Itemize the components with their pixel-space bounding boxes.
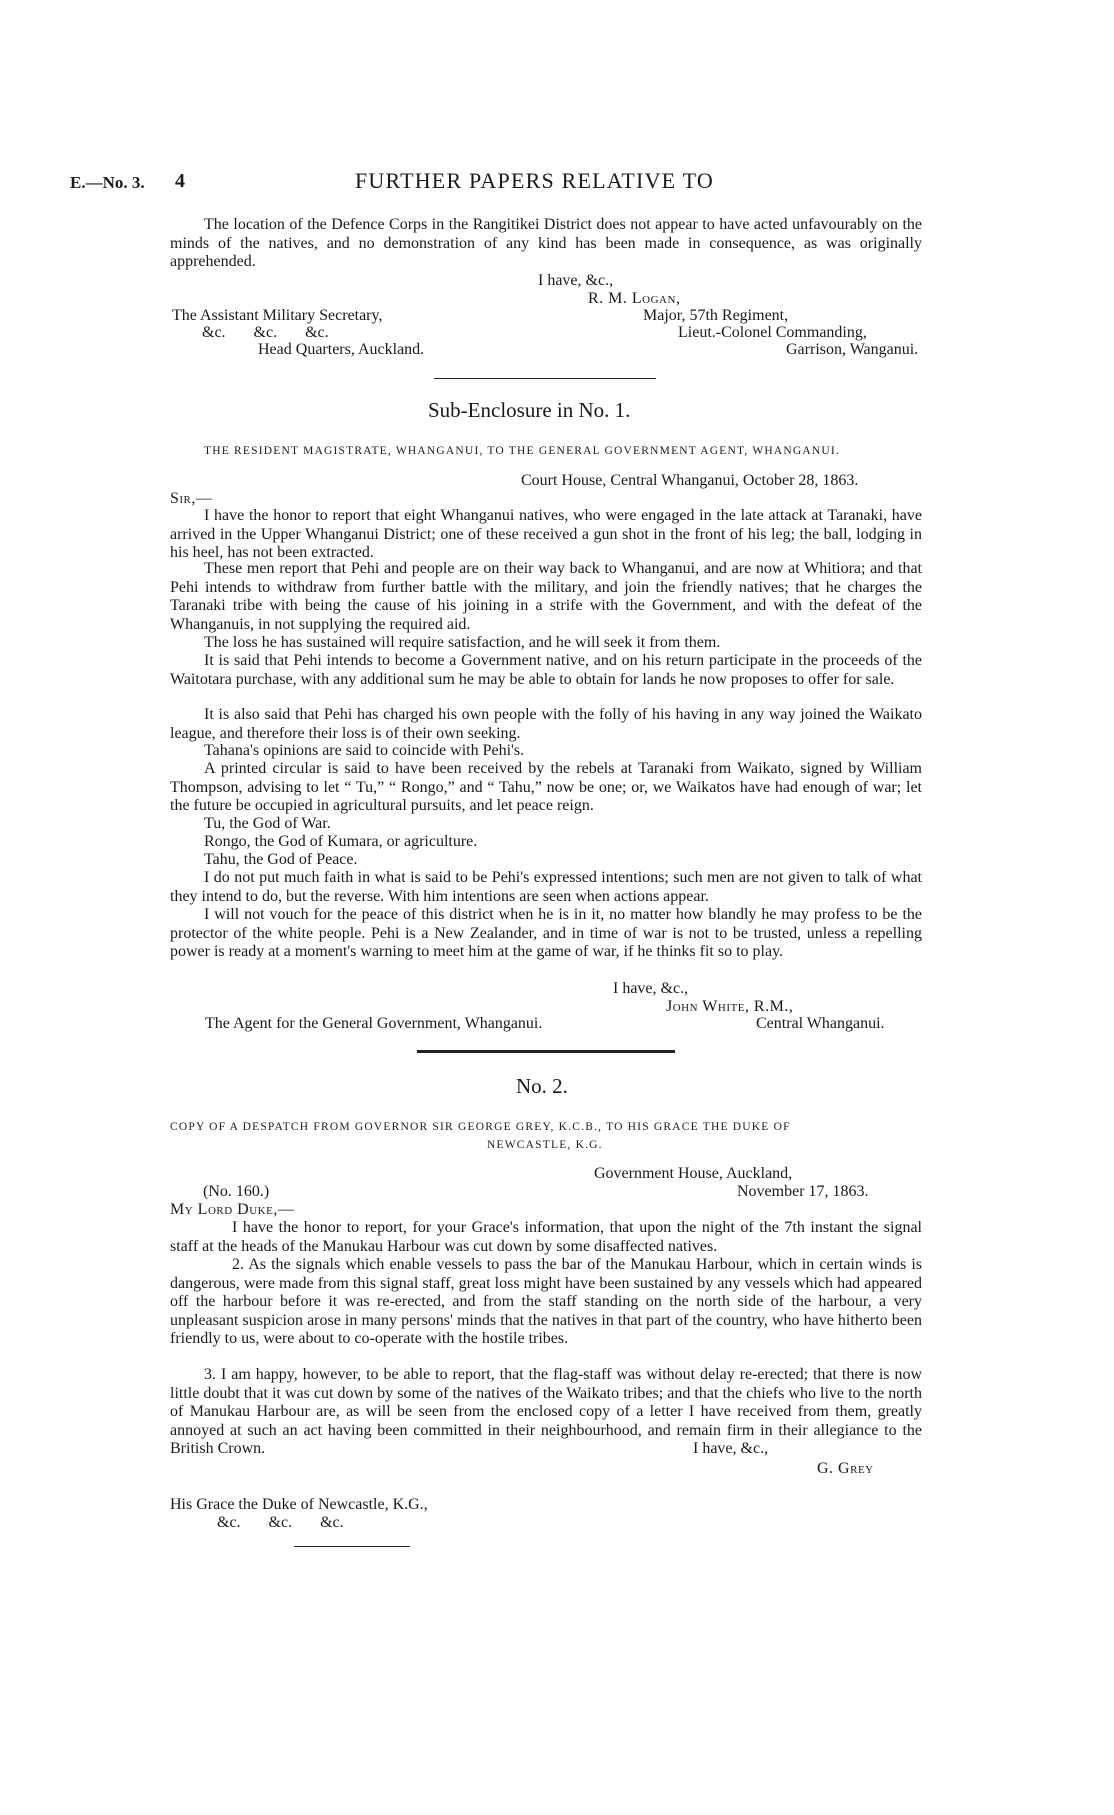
grey-signature: G. Grey: [817, 1460, 874, 1477]
logan-signature: R. M. Logan,: [588, 290, 681, 307]
logan-addressee-place: Head Quarters, Auckland.: [258, 341, 425, 358]
white-closing: I have, &c.,: [613, 980, 689, 997]
logan-closing: I have, &c.,: [538, 272, 614, 289]
series-label: E.—No. 3.: [70, 173, 145, 192]
logan-rank: Major, 57th Regiment,: [643, 307, 789, 324]
grey-addressee: His Grace the Duke of Newcastle, K.G.,: [170, 1496, 428, 1513]
no2-heading-text: COPY OF A DESPATCH FROM GOVERNOR SIR GEORGE GREY, K.C.B., TO HIS GRACE THE DUKE OF: [170, 1121, 791, 1133]
running-title: FURTHER PAPERS RELATIVE TO: [355, 168, 714, 193]
body-paragraph: It is also said that Pehi has charged his own people with the folly of his having in any way joined the Waikato league, and therefore their loss is of their own seeking.: [170, 706, 922, 742]
logan-letter-body: The location of the Defence Corps in the Rangitikei District does not appear to have acted unfavourably on the minds of the natives, and no demonstration of any kind has been made in consequence, as was originally apprehended.: [170, 216, 922, 271]
grey-addressee-etc: &c. &c. &c.: [217, 1514, 344, 1531]
section-divider: [434, 378, 656, 379]
sub-enclosure-title: Sub-Enclosure in No. 1.: [428, 398, 631, 422]
no2-salutation: My Lord Duke,—: [170, 1201, 295, 1218]
sub-enclosure-heading: THE RESIDENT MAGISTRATE, WHANGANUI, TO THE GENERAL GOVERNMENT AGENT, WHANGANUI.: [204, 445, 841, 457]
no2-date: November 17, 1863.: [737, 1183, 869, 1200]
no2-number: (No. 160.): [203, 1183, 270, 1200]
logan-addressee-etc: &c. &c. &c.: [202, 324, 329, 341]
page-number: 4: [175, 170, 185, 192]
no2-heading-line2: NEWCASTLE, K.G.: [487, 1139, 603, 1151]
body-paragraph: Rongo, the God of Kumara, or agriculture.: [204, 833, 478, 850]
white-place: Central Whanganui.: [756, 1015, 885, 1032]
grey-closing: I have, &c.,: [693, 1440, 769, 1457]
body-paragraph: I have the honor to report that eight Whanganui natives, who were engaged in the late attack at Taranaki, have arrived in the Upper Whanganui District; one of these received a gun shot in the front of his leg; the ball, lodging in his heel, has not been extracted.: [170, 507, 922, 562]
white-addressee: The Agent for the General Government, Whanganui.: [205, 1015, 543, 1032]
end-divider: [294, 1546, 410, 1547]
body-paragraph: These men report that Pehi and people are on their way back to Whanganui, and are now at Whitiora; and that Pehi intends to withdraw from further battle with the military, and join the friendly natives; that he charges the Taranaki tribe with being the cause of his joining in a strife with the Government, and with the defeat of the Whanganuis, in not supplying the required aid.: [170, 560, 922, 633]
body-paragraph: 3. I am happy, however, to be able to report, that the flag-staff was without delay re-erected; that there is now little doubt that it was cut down by some of the natives of the Waikato tribes; and that the chiefs who live to the north of Manukau Harbour are, as will be seen from the enclosed copy of a letter I have received from them, greatly annoyed at such an act having been committed in their neighbourhood, and remain firm in their allegiance to the British Crown.: [170, 1366, 922, 1458]
sub-enclosure-place-date: Court House, Central Whanganui, October 28, 1863.: [521, 472, 859, 489]
no2-heading-line1: [170, 1118, 791, 1136]
logan-place: Garrison, Wanganui.: [786, 341, 919, 358]
sub-enclosure-salutation: Sir,—: [170, 490, 213, 507]
body-paragraph: I have the honor to report, for your Grace's information, that upon the night of the 7th instant the signal staff at the heads of the Manukau Harbour was cut down by some disaffected natives.: [170, 1219, 922, 1255]
body-paragraph: Tahu, the God of Peace.: [204, 851, 358, 868]
body-paragraph: 2. As the signals which enable vessels to pass the bar of the Manukau Harbour, which in certain winds is dangerous, were made from this signal staff, great loss might have been sustained by any vessels which had appeared off the harbour before it was re-erected, and from the staff standing on the north side of the harbour, a very unpleasant suspicion arose in many persons' minds that the natives in that part of the country, who have hitherto been friendly to us, were about to co-operate with the hostile tribes.: [170, 1256, 922, 1348]
logan-command: Lieut.-Colonel Commanding,: [678, 324, 867, 341]
body-paragraph: I will not vouch for the peace of this district when he is in it, no matter how blandly he may profess to be the protector of the white people. Pehi is a New Zealander, and in time of war is not to be trusted, unless a repelling power is ready at a moment's warning to meet him at the game of war, if he thinks fit so to play.: [170, 906, 922, 961]
body-paragraph: Tahana's opinions are said to coincide with Pehi's.: [204, 742, 525, 759]
body-paragraph: I do not put much faith in what is said to be Pehi's expressed intentions; such men are not given to talk of what they intend to do, but the reverse. With him intentions are seen when actions appear.: [170, 869, 922, 905]
body-paragraph: It is said that Pehi intends to become a Government native, and on his return participate in the proceeds of the Waitotara purchase, with any additional sum he may be able to obtain for lands he now proposes to offer for sale.: [170, 652, 922, 688]
no2-place: Government House, Auckland,: [594, 1165, 793, 1182]
no2-title: No. 2.: [516, 1074, 568, 1098]
section-divider-heavy: [417, 1050, 675, 1053]
body-paragraph: Tu, the God of War.: [204, 815, 331, 832]
body-paragraph: A printed circular is said to have been received by the rebels at Taranaki from Waikato, signed by William Thompson, advising to let “ Tu,” “ Rongo,” and “ Tahu,” now be one; or, we Waikatos have had enough of war; let the future be occupied in agricultural pursuits, and let peace reign.: [170, 760, 922, 815]
white-signature: John White, R.M.,: [666, 998, 794, 1015]
logan-addressee: The Assistant Military Secretary,: [172, 307, 383, 324]
body-paragraph: The loss he has sustained will require satisfaction, and he will seek it from them.: [204, 634, 721, 651]
